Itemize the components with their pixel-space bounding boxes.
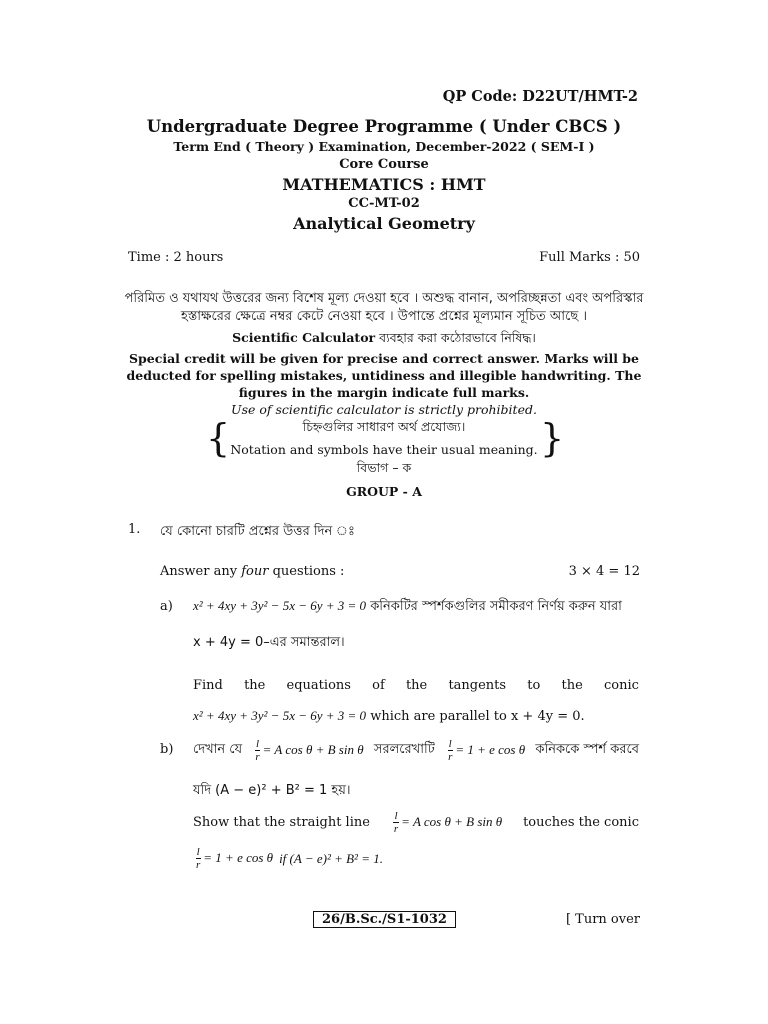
subject-title: MATHEMATICS : HMT: [282, 175, 486, 194]
question-english-prompt: [160, 564, 344, 579]
frac-den: r: [393, 823, 399, 835]
part-b-english-line1: [193, 810, 639, 835]
question-bengali-prompt: যে কোনো চারটি প্রশ্নের উত্তর দিন ঃ: [160, 524, 355, 539]
part-b-show: দেখান যে: [193, 742, 243, 757]
part-a-equation: x² + 4xy + 3y² − 5x − 6y + 3 = 0: [193, 598, 367, 613]
part-b-english-conic-eq: [193, 846, 273, 871]
part-b-conic-text: কনিককে স্পর্শ করবে: [535, 742, 639, 757]
line-rhs: = A cos θ + B sin θ: [262, 742, 364, 757]
group-heading: GROUP - A: [346, 484, 422, 499]
part-b-english-if: if (A − e)² + B² = 1.: [279, 850, 383, 866]
qp-code: QP Code: D22UT/HMT-2: [442, 88, 638, 105]
course-code: CC-MT-02: [348, 196, 420, 211]
programme-title: Undergraduate Degree Programme ( Under CBCS ): [146, 117, 622, 136]
conic-rhs: = 1 + e cos θ: [455, 742, 526, 757]
fraction-l-over-r: [447, 738, 453, 763]
part-a-bengali-line1: [193, 597, 639, 618]
part-b-conic-eq: [445, 738, 525, 763]
part-a-bengali-text: কনিকটির স্পর্শকগুলির সমীকরণ নির্ণয় করুন যারা: [370, 599, 622, 614]
part-a-bengali-line2: x + 4y = 0–এর সমান্তরাল।: [193, 635, 345, 650]
word: the: [561, 678, 583, 693]
english-instruction-line2: deducted for spelling mistakes, untidiness and illegible handwriting. The: [126, 368, 642, 383]
word: equations: [286, 678, 351, 693]
notation-english: Notation and symbols have their usual meaning.: [230, 442, 538, 457]
part-b-english-line-eq: [391, 810, 502, 835]
course-type: Core Course: [339, 157, 429, 172]
word: the: [405, 678, 428, 693]
frac-den: r: [448, 751, 453, 763]
part-b-bengali-line1: [193, 738, 639, 763]
english-instructions: [0, 350, 768, 401]
word: Find: [193, 678, 223, 693]
calculator-label: Scientific Calculator: [232, 330, 376, 345]
frac-den: r: [255, 751, 260, 763]
part-b-line-word: সরলরেখাটি: [373, 742, 435, 757]
word: the: [244, 678, 266, 693]
bengali-instruction-line2: হস্তাক্ষরের ক্ষেত্রে নম্বর কেটে নেওয়া হবে । উপান্তে প্রশ্নের মূল্যমান সূচিত আছে ।: [181, 309, 587, 324]
notation-bengali: চিহ্নগুলির সাধারণ অর্থ প্রযোজ্য।: [302, 419, 466, 434]
calculator-bengali-line: [0, 330, 768, 350]
question-number: 1.: [128, 522, 141, 537]
frac-num: l: [255, 738, 260, 750]
paper-code-box: 26/B.Sc./S1-1032: [313, 911, 456, 928]
frac-den: r: [196, 859, 201, 871]
part-b-english-show: Show that the straight line: [193, 815, 370, 830]
fraction-l-over-r: [195, 846, 201, 871]
calculator-bengali: ব্যবহার করা কঠোরভাবে নিষিদ্ধ।: [379, 330, 536, 345]
part-b-bengali-line2: যদি (A − e)² + B² = 1 হয়।: [193, 783, 351, 798]
question-marks: 3 × 4 = 12: [568, 564, 640, 579]
calculator-prohibited: Use of scientific calculator is strictly prohibited.: [231, 402, 537, 417]
time-allowed: Time : 2 hours: [128, 250, 224, 265]
word: to: [527, 678, 541, 693]
section-bengali: বিভাগ – ক: [356, 460, 412, 475]
part-b-line-eq: [252, 738, 363, 763]
conic-rhs: = 1 + e cos θ: [203, 850, 274, 865]
part-a-english-line1: [193, 678, 639, 693]
fraction-l-over-r: [393, 810, 399, 835]
word: conic: [604, 678, 639, 693]
part-b-label: b): [160, 742, 174, 757]
full-marks: Full Marks : 50: [539, 250, 640, 265]
exam-title: Term End ( Theory ) Examination, December-2022 ( SEM-I ): [173, 139, 595, 154]
paper-title: Analytical Geometry: [293, 214, 475, 233]
prompt-pre: Answer any: [160, 564, 242, 579]
part-a-english-line2: [193, 708, 585, 724]
english-instruction-line3: figures in the margin indicate full marks.: [238, 385, 530, 400]
right-brace: }: [540, 416, 565, 460]
left-brace: {: [206, 416, 231, 460]
part-a-label: a): [160, 599, 173, 614]
fraction-l-over-r: [254, 738, 260, 763]
line-rhs: = A cos θ + B sin θ: [401, 814, 503, 829]
part-a-english-text: which are parallel to x + 4y = 0.: [370, 709, 585, 724]
english-instruction-line1: Special credit will be given for precise and correct answer. Marks will be: [128, 351, 640, 366]
part-b-english-touches: touches the conic: [523, 815, 639, 830]
word: tangents: [448, 678, 507, 693]
frac-num: l: [196, 846, 200, 858]
frac-num: l: [448, 738, 452, 750]
part-a-english-equation: x² + 4xy + 3y² − 5x − 6y + 3 = 0: [193, 708, 367, 723]
frac-num: l: [394, 810, 398, 822]
word: of: [372, 678, 385, 693]
prompt-post: questions :: [268, 564, 345, 579]
turn-over: [ Turn over: [565, 912, 640, 927]
bengali-instruction-line1: পরিমিত ও যথাযথ উত্তরের জন্য বিশেষ মূল্য দেওয়া হবে । অশুদ্ধ বানান, অপরিচ্ছন্নতা এবং অপরিস্কার: [124, 291, 644, 306]
prompt-italic: four: [241, 564, 269, 579]
part-b-english-line2: [193, 846, 383, 871]
